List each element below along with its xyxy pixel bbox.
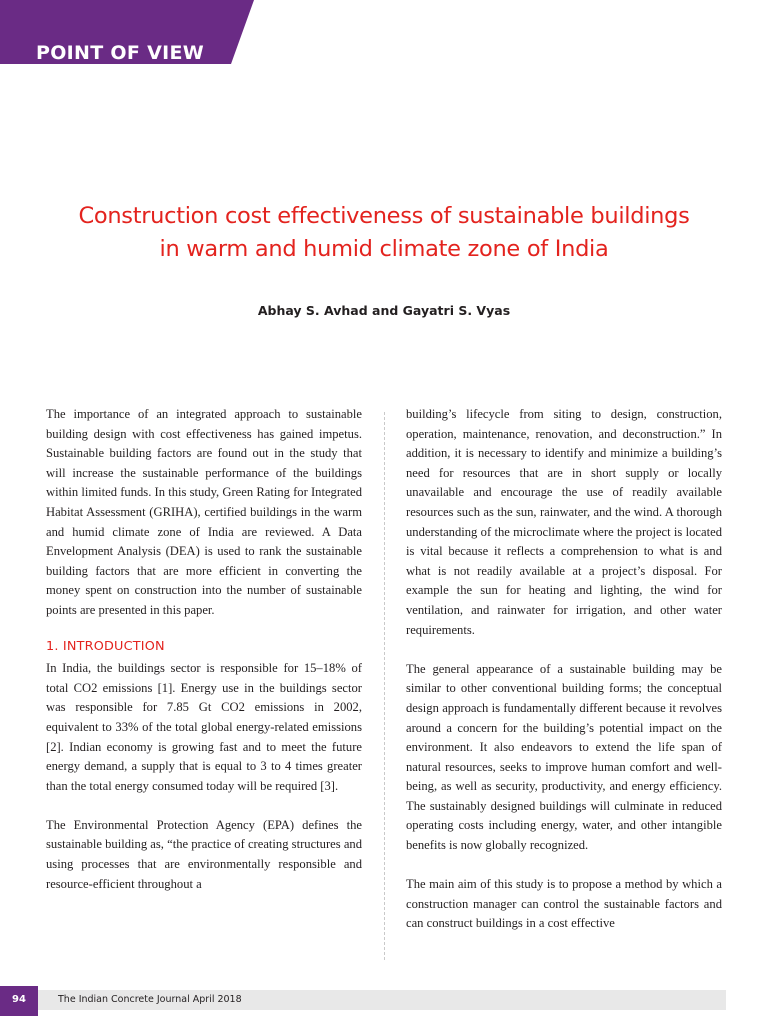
article-title xyxy=(40,200,728,266)
column-divider xyxy=(384,412,385,960)
intro-paragraph-2: The Environmental Protection Agency (EPA) defines the sustainable building as, “the practice of creating structures and using processes that are environmentally responsible and resource-efficient throughout a xyxy=(46,817,362,891)
section-label: POINT OF VIEW xyxy=(36,42,204,64)
right-column xyxy=(406,405,722,934)
abstract-paragraph: The importance of an integrated approach to sustainable building design with cost effectiveness has gained impetus. Sustainable building factors are found out in the study that will increase the sustainable performance of the buildings within limited funds. In this study, Green Rating for Integrated Habitat Assessment (GRIHA), certified buildings in the warm and humid climate zone of India are reviewed. A Data Envelopment Analysis (DEA) is used to rank the sustainable building factors that are more efficient in converting the money spent on construction into the number of sustainable points are presented in this paper. xyxy=(46,407,362,617)
intro-paragraph-1: In India, the buildings sector is responsible for 15–18% of total CO2 emissions [1]. Energy use in the buildings sector was responsible for 7.85 Gt CO2 emissions in 2002, equivalent to 33% of the total global energy-related emissions [2]. Indian economy is growing fast and to meet the future energy demand, a supply that is equal to 3 to 4 times greater than the total energy consumed today will be required [3]. xyxy=(46,661,362,793)
article-authors: Abhay S. Avhad and Gayatri S. Vyas xyxy=(257,303,511,318)
footer-journal: The Indian Concrete Journal April 2018 xyxy=(58,994,242,1005)
right-paragraph-1: building’s lifecycle from siting to design, construction, operation, maintenance, renovation, and deconstruction.” In addition, it is necessary to identify and minimize a building’s need for resources that are in short supply or locally unavailable and encourage the use of readily available resources such as the sun, rainwater, and the wind. A thorough understanding of the microclimate where the project is located is vital because it reflects a comprehension to what is and what is not readily available at a project’s disposal. For example the sun for heating and lighting, the wind for ventilation, and rainwater for irrigation, and other water requirements. xyxy=(406,407,722,637)
right-paragraph-3: The main aim of this study is to propose a method by which a construction manager can control the sustainable factors and can construct buildings in a cost effective xyxy=(406,877,722,931)
page-number: 94 xyxy=(12,994,26,1005)
right-paragraph-2: The general appearance of a sustainable building may be similar to other conventional building forms; the conceptual design approach is fundamentally different because it revolves around a concern for the building’s potential impact on the environment. It also endeavors to extend the life span of natural resources, seeks to improve human comfort and well-being, as well as security, productivity, and energy efficiency. The sustainably designed buildings will culminate in reduced operating costs including energy, water, and other intangible benefits is now globally recognized. xyxy=(406,661,722,853)
left-column xyxy=(46,405,362,894)
article-title-line-2: in warm and humid climate zone of India xyxy=(159,236,609,262)
article-title-line-1: Construction cost effectiveness of sustainable buildings xyxy=(78,203,690,229)
section-heading-introduction: 1. INTRODUCTION xyxy=(46,638,165,654)
